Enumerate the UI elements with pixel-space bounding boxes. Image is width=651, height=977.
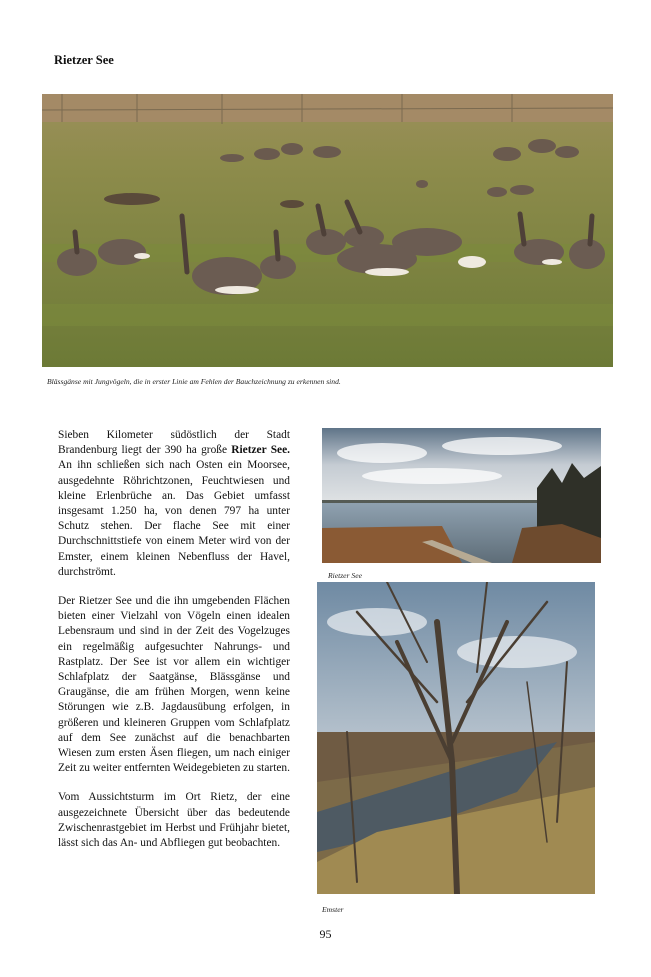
page-number: 95 xyxy=(319,927,332,941)
lake-photo xyxy=(322,428,601,563)
creek-photo-caption: Emster xyxy=(322,905,344,914)
body-text xyxy=(58,428,290,865)
geese-photo-caption: Blässgänse mit Jungvögeln, die in erster Linie am Fehlen der Bauchzeichnung zu erkennen sind. xyxy=(47,377,341,386)
paragraph-2: Der Rietzer See und die ihn umgebenden Flächen bieten einer Vielzahl von Vögeln einen idealen Lebensraum und sind in der Zeit des Vogelzuges ein regelmäßig aufgesuchter Nahrungs- und Rastplatz. Der See ist vor allem ein wichtiger Schlafplatz der Saatgänse, Blässgänse und Graugänse, die am frühen Morgen, wenn keine Störungen wie z.B. Jagdausübung erfolgen, in größeren und kleineren Gruppen vom Schlafplatz auf dem See zunächst auf die benachbarten Wiesen zum ersten Äsen fliegen, um nach einiger Zeit zu weiter entfernten Weidegebieten zu starten. xyxy=(58,595,290,775)
paragraph-3: Vom Aussichtsturm im Ort Rietz, der eine ausgezeichnete Übersicht über das bedeutende Zwischenrastgebiet im Herbst und Frühjahr bietet, lässt sich das An- und Abfliegen gut beobachten. xyxy=(58,791,290,850)
lake-photo-caption: Rietzer See xyxy=(328,571,362,580)
geese-photo xyxy=(42,94,613,367)
lake-name-bold: Rietzer See. xyxy=(231,444,290,457)
creek-photo xyxy=(317,582,595,894)
page-heading: Rietzer See xyxy=(54,53,114,67)
paragraph-1: Sieben Kilometer südöstlich der Stadt Brandenburg liegt der 390 ha große Rietzer See. An ihn schließen sich nach Osten ein Moorsee, ausgedehnte Röhrichtzonen, Feuchtwiesen und kleine Erlenbrüche an. Das Gebiet umfasst insgesamt 1.250 ha, von denen 797 ha unter Schutz stehen. Der flache See mit einer Durchschnittstiefe von einem Meter wird von der Emster, einem kleinen Nebenfluss der Havel, durchströmt. xyxy=(58,429,290,578)
